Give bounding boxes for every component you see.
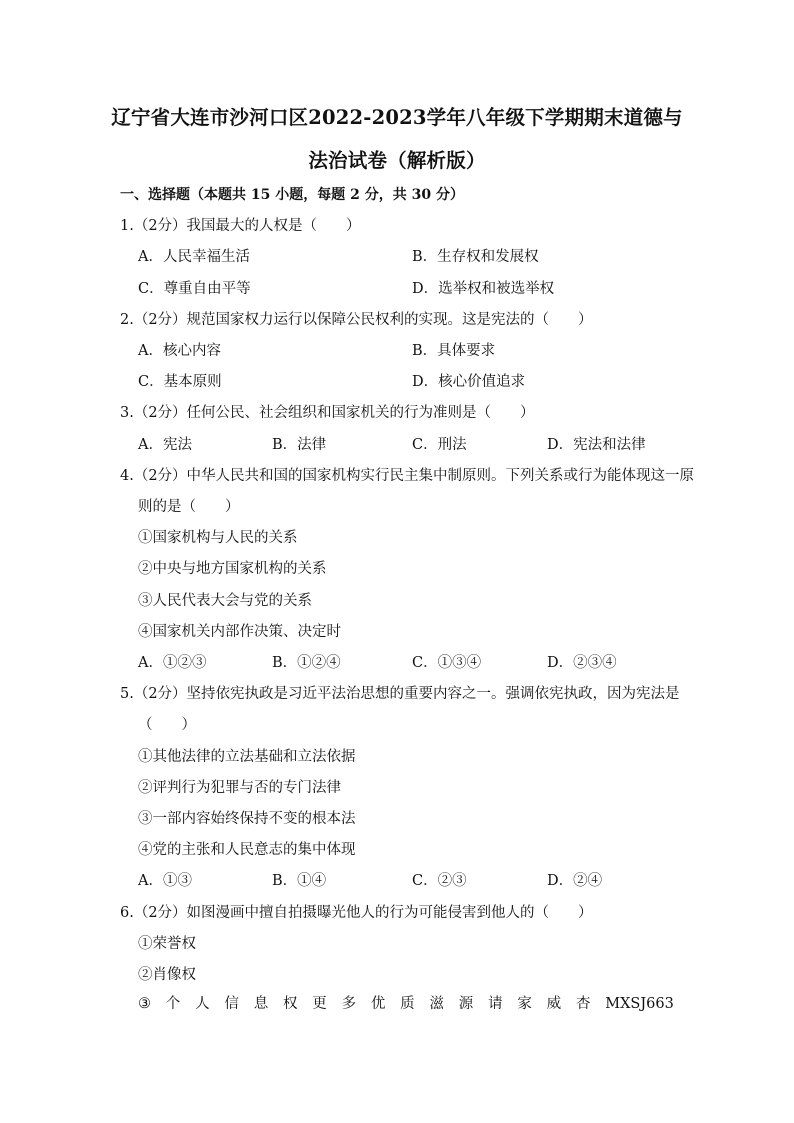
garbled-char: 家 (517, 996, 532, 1012)
question-4-option-a: A．①②③ (138, 655, 207, 671)
question-4-stem-line-2: 则的是（ ） (138, 499, 240, 515)
exam-title-line-2: 法治试卷（解析版） (308, 149, 486, 172)
question-6-stem: 6.（2分）如图漫画中擅自拍摄曝光他人的行为可能侵害到他人的（ ） (120, 905, 593, 921)
question-3-option-d: D．宪法和法律 (547, 437, 646, 453)
question-5-stem-line-1: 5.（2分）坚持依宪执政是习近平法治思想的重要内容之一。强调依宪执政，因为宪法是 (120, 686, 680, 702)
garbled-char: ③ (138, 996, 151, 1012)
question-2-option-d: D．核心价值追求 (412, 374, 526, 390)
question-5-item-2: ②评判行为犯罪与否的专门法律 (138, 780, 341, 796)
question-6-item-1: ①荣誉权 (138, 936, 196, 952)
question-1-option-b: B．生存权和发展权 (412, 249, 539, 265)
garbled-char: 杏 (575, 996, 591, 1012)
question-5-option-d: D．②④ (547, 873, 603, 889)
garbled-char: 个 (165, 996, 181, 1012)
question-4-option-c: C．①③④ (412, 655, 482, 671)
garbled-char: 威 (546, 996, 562, 1012)
garbled-char: 质 (400, 996, 415, 1012)
garbled-char: 权 (282, 996, 298, 1012)
question-5-option-a: A．①③ (138, 873, 192, 889)
question-6-item-2: ②肖像权 (138, 967, 196, 983)
watermark-code: MXSJ663 (605, 996, 674, 1012)
question-4-item-4: ④国家机关内部作决策、决定时 (138, 624, 341, 640)
question-5-stem-line-2: （ ） (138, 717, 196, 733)
garbled-char: 息 (253, 996, 269, 1012)
garbled-char: 多 (341, 996, 357, 1012)
garbled-char: 更 (312, 996, 327, 1012)
garbled-char: 优 (370, 996, 386, 1012)
question-3-option-a: A．宪法 (138, 437, 192, 453)
question-5-option-c: C．②③ (412, 873, 467, 889)
exam-title-line-1: 辽宁省大连市沙河口区2022-2023学年八年级下学期期末道德与 (111, 106, 683, 129)
garbled-char: 信 (224, 996, 239, 1012)
question-1-option-d: D．选举权和被选举权 (412, 281, 555, 297)
question-2-option-a: A．核心内容 (138, 343, 221, 359)
question-1-option-a: A．人民幸福生活 (138, 249, 250, 265)
question-4-option-d: D．②③④ (547, 655, 617, 671)
question-1-option-c: C．尊重自由平等 (138, 281, 251, 297)
question-4-item-2: ②中央与地方国家机构的关系 (138, 561, 327, 577)
garbled-char: 人 (195, 996, 210, 1012)
question-4-stem-line-1: 4.（2分）中华人民共和国的国家机构实行民主集中制原则。下列关系或行为能体现这一原 (120, 468, 695, 484)
garbled-char: 滋 (429, 996, 444, 1012)
garbled-char: 源 (458, 996, 474, 1012)
question-3-stem: 3.（2分）任何公民、社会组织和国家机关的行为准则是（ ） (120, 405, 535, 421)
question-3-option-c: C．刑法 (412, 437, 467, 453)
question-4-item-1: ①国家机构与人民的关系 (138, 530, 298, 546)
question-4-item-3: ③人民代表大会与党的关系 (138, 593, 312, 609)
question-5-item-3: ③一部内容始终保持不变的根本法 (138, 811, 356, 827)
question-5-item-4: ④党的主张和人民意志的集中体现 (138, 842, 356, 858)
question-5-item-1: ①其他法律的立法基础和立法依据 (138, 749, 356, 765)
question-2-option-b: B．具体要求 (412, 343, 496, 359)
question-2-stem: 2.（2分）规范国家权力运行以保障公民权利的实现。这是宪法的（ ） (120, 312, 593, 328)
question-2-option-c: C．基本原则 (138, 374, 222, 390)
question-3-option-b: B．法律 (272, 437, 327, 453)
question-5-option-b: B．①④ (272, 873, 327, 889)
garbled-char: 请 (488, 996, 503, 1012)
question-6-item-3-garbled (138, 994, 674, 1014)
question-4-option-b: B．①②④ (272, 655, 341, 671)
section-heading: 一、选择题（本题共 15 小题，每题 2 分，共 30 分） (120, 187, 464, 203)
question-1-stem: 1.（2分）我国最大的人权是（ ） (120, 218, 361, 234)
